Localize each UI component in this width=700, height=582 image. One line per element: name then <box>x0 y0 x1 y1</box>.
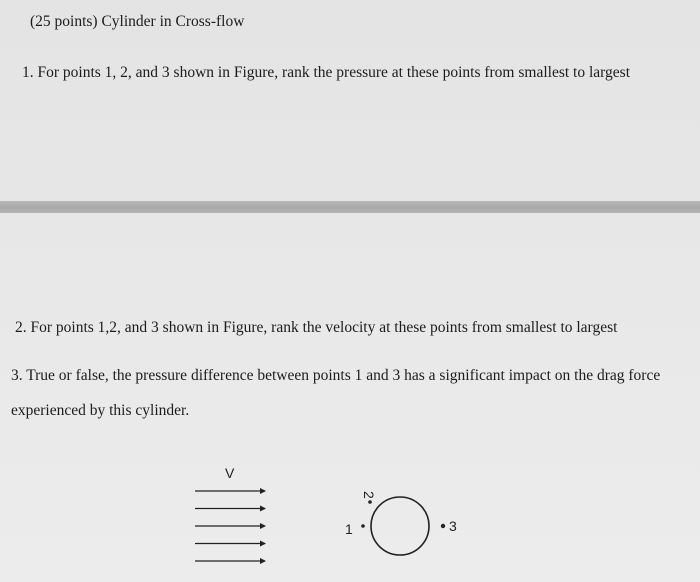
figure-canvas <box>185 458 495 578</box>
flow-arrows <box>195 491 265 561</box>
point-2-marker <box>368 500 372 504</box>
question-3-text-line-1: 3. True or false, the pressure difference between points 1 and 3 has a significant impact on the drag force <box>11 367 661 384</box>
point-1-marker <box>361 524 365 528</box>
point-3-label: 3 <box>449 518 457 534</box>
cylinder-circle <box>371 497 429 555</box>
point-3-marker <box>441 524 445 528</box>
question-header: (25 points) Cylinder in Cross-flow <box>30 13 245 30</box>
question-2-text: 2. For points 1,2, and 3 shown in Figure, rank the velocity at these points from smallest to largest <box>15 319 618 336</box>
cylinder-crossflow-figure <box>185 458 495 578</box>
section-divider <box>0 201 700 213</box>
velocity-label: V <box>225 465 235 481</box>
question-1-text: 1. For points 1, 2, and 3 shown in Figure, rank the pressure at these points from smallest to largest <box>22 64 631 81</box>
question-3-text-line-2: experienced by this cylinder. <box>11 402 190 419</box>
point-2-label: 2 <box>361 491 377 499</box>
point-1-label: 1 <box>345 521 353 537</box>
